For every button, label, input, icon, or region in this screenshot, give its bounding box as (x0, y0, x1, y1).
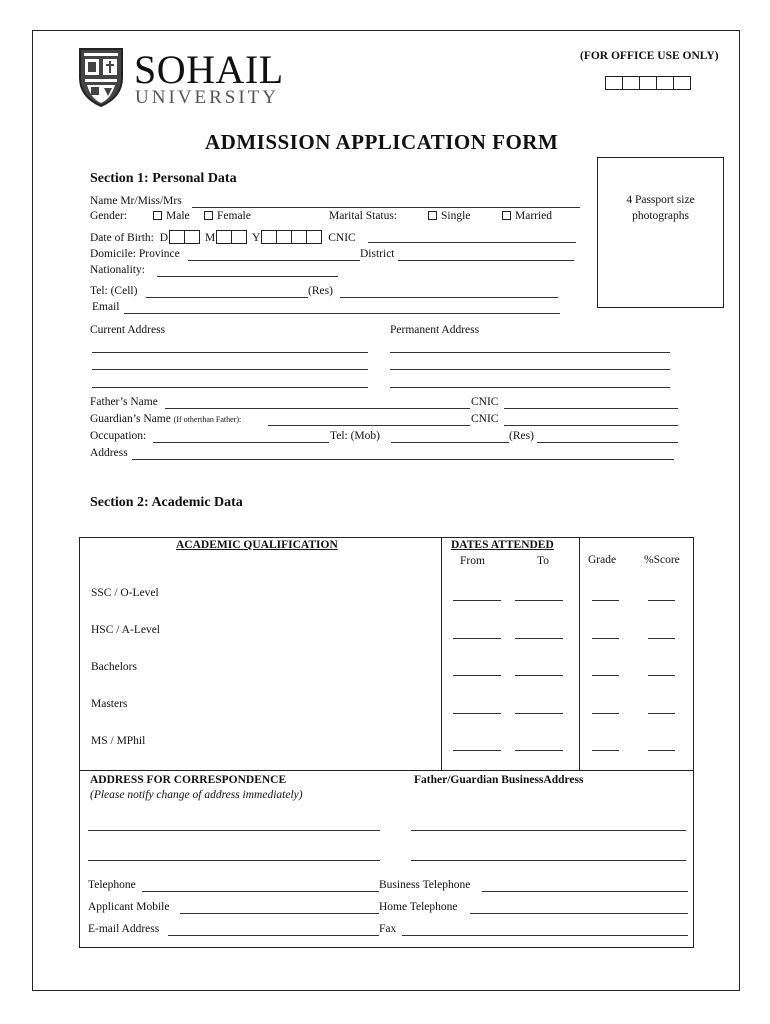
col-from: From (460, 555, 485, 567)
single-checkbox[interactable] (428, 211, 437, 220)
dob-y-box-3[interactable] (291, 230, 307, 244)
msmphil-score-field[interactable] (648, 750, 675, 751)
marital-label: Marital Status: (329, 210, 398, 222)
address-label: Address (90, 447, 128, 459)
father-cnic-field[interactable] (504, 408, 678, 409)
tel-res-field[interactable] (340, 297, 558, 298)
col-to: To (537, 555, 549, 567)
masters-score-field[interactable] (648, 713, 675, 714)
bachelors-grade-field[interactable] (592, 675, 619, 676)
row-label-hsc: HSC / A-Level (91, 624, 160, 636)
telephone-field[interactable] (142, 891, 379, 892)
correspondence-address-line-2[interactable] (88, 860, 380, 861)
business-address-line-1[interactable] (411, 830, 686, 831)
dob-y-box-2[interactable] (276, 230, 292, 244)
row-label-msmphil: MS / MPhil (91, 735, 146, 747)
masters-to-field[interactable] (515, 713, 563, 714)
bachelors-score-field[interactable] (648, 675, 675, 676)
current-address-line-2[interactable] (92, 369, 368, 370)
business-address-line-2[interactable] (411, 860, 686, 861)
photo-label-1: 4 Passport size (626, 194, 695, 206)
female-checkbox[interactable] (204, 211, 213, 220)
tel-cell-field[interactable] (146, 297, 308, 298)
dob-row (90, 230, 356, 244)
telephone-label: Telephone (88, 879, 136, 891)
col-qualification: ACADEMIC QUALIFICATION (176, 539, 338, 551)
district-label: District (360, 248, 395, 260)
email-address-label: E-mail Address (88, 923, 160, 935)
msmphil-to-field[interactable] (515, 750, 563, 751)
female-option[interactable] (204, 210, 251, 222)
ssc-score-field[interactable] (648, 600, 675, 601)
guardian-cnic-field[interactable] (504, 425, 678, 426)
tel-mob-label: Tel: (Mob) (330, 430, 380, 442)
masters-grade-field[interactable] (592, 713, 619, 714)
tel-mob-field[interactable] (391, 442, 509, 443)
gender-label: Gender: (90, 210, 128, 222)
dob-m-box-2[interactable] (231, 230, 247, 244)
male-checkbox[interactable] (153, 211, 162, 220)
office-use-label: (FOR OFFICE USE ONLY) (580, 50, 719, 62)
address-field[interactable] (132, 459, 674, 460)
permanent-address-line-1[interactable] (390, 352, 670, 353)
row-label-bachelors: Bachelors (91, 661, 137, 673)
correspondence-note: (Please notify change of address immediately) (90, 789, 303, 801)
masters-from-field[interactable] (453, 713, 501, 714)
tel-res2-field[interactable] (537, 442, 678, 443)
single-label: Single (441, 210, 471, 222)
msmphil-from-field[interactable] (453, 750, 501, 751)
dob-d-box-1[interactable] (169, 230, 185, 244)
permanent-address-line-3[interactable] (390, 387, 670, 388)
single-option[interactable] (428, 210, 470, 222)
section1-title: Section 1: Personal Data (90, 171, 237, 186)
table-divider-3 (79, 770, 694, 771)
section2-title: Section 2: Academic Data (90, 495, 243, 510)
photo-box[interactable] (597, 157, 724, 308)
table-divider-1 (441, 537, 442, 771)
row-label-masters: Masters (91, 698, 128, 710)
fax-field[interactable] (402, 935, 688, 936)
form-title: ADMISSION APPLICATION FORM (205, 130, 559, 154)
ssc-from-field[interactable] (453, 600, 501, 601)
col-score: %Score (644, 554, 680, 566)
col-grade: Grade (588, 554, 617, 566)
province-field[interactable] (188, 260, 360, 261)
male-label: Male (166, 210, 190, 222)
dob-y-box-1[interactable] (261, 230, 277, 244)
dob-y-label: Y (252, 232, 261, 244)
tel-res2-label: (Res) (509, 430, 534, 442)
bachelors-from-field[interactable] (453, 675, 501, 676)
applicant-mobile-field[interactable] (180, 913, 379, 914)
current-address-label: Current Address (90, 324, 166, 336)
hsc-grade-field[interactable] (592, 638, 619, 639)
permanent-address-line-2[interactable] (390, 369, 670, 370)
occupation-field[interactable] (153, 442, 329, 443)
office-use-boxes[interactable] (606, 74, 691, 92)
hsc-from-field[interactable] (453, 638, 501, 639)
guardian-note: (If otherthan Father): (173, 415, 242, 424)
married-checkbox[interactable] (502, 211, 511, 220)
correspondence-title: ADDRESS FOR CORRESPONDENCE (90, 774, 287, 786)
business-telephone-field[interactable] (482, 891, 688, 892)
father-name-field[interactable] (165, 408, 470, 409)
female-label: Female (217, 210, 251, 222)
nationality-label: Nationality: (90, 264, 145, 276)
ssc-grade-field[interactable] (592, 600, 619, 601)
guardian-name-row (90, 413, 241, 425)
business-telephone-label: Business Telephone (379, 879, 471, 891)
applicant-mobile-label: Applicant Mobile (88, 901, 170, 913)
bachelors-to-field[interactable] (515, 675, 563, 676)
dob-d-label: D (159, 232, 169, 244)
logo-subtitle: UNIVERSITY (135, 87, 279, 108)
correspondence-address-line-1[interactable] (88, 830, 380, 831)
ssc-to-field[interactable] (515, 600, 563, 601)
email-label: Email (92, 301, 120, 313)
guardian-cnic-label: CNIC (471, 413, 499, 425)
father-cnic-label: CNIC (471, 396, 499, 408)
permanent-address-label: Permanent Address (390, 324, 480, 336)
guardian-name-field[interactable] (268, 425, 470, 426)
dob-y-box-4[interactable] (306, 230, 322, 244)
name-label: Name Mr/Miss/Mrs (90, 195, 182, 207)
tel-res-label: (Res) (308, 285, 333, 297)
university-crest-icon (77, 46, 125, 108)
domicile-label: Domicile: Province (90, 248, 180, 260)
logo-name: SOHAIL (134, 47, 284, 92)
occupation-label: Occupation: (90, 430, 147, 442)
hsc-score-field[interactable] (648, 638, 675, 639)
fax-label: Fax (379, 923, 397, 935)
cnic-label: CNIC (328, 232, 356, 244)
dob-m-box-1[interactable] (216, 230, 232, 244)
district-field[interactable] (398, 260, 574, 261)
msmphil-grade-field[interactable] (592, 750, 619, 751)
married-label: Married (515, 210, 553, 222)
email-address-field[interactable] (168, 935, 379, 936)
row-label-ssc: SSC / O-Level (91, 587, 159, 599)
father-business-title: Father/Guardian BusinessAddress (414, 774, 584, 786)
married-option[interactable] (502, 210, 552, 222)
dob-m-label: M (204, 232, 216, 244)
col-dates: DATES ATTENDED (451, 539, 554, 551)
father-name-label: Father’s Name (90, 396, 158, 408)
dob-label: Date of Birth: (90, 232, 154, 244)
tel-cell-label: Tel: (Cell) (90, 285, 138, 297)
nationality-field[interactable] (157, 276, 338, 277)
photo-label-2: photographs (632, 210, 689, 222)
name-field[interactable] (192, 207, 580, 208)
home-telephone-field[interactable] (470, 913, 688, 914)
dob-d-box-2[interactable] (184, 230, 200, 244)
table-divider-2 (579, 537, 580, 771)
current-address-line-1[interactable] (92, 352, 368, 353)
male-option[interactable] (153, 210, 190, 222)
current-address-line-3[interactable] (92, 387, 368, 388)
home-telephone-label: Home Telephone (379, 901, 458, 913)
cnic-field[interactable] (368, 242, 576, 243)
guardian-name-label: Guardian’s Name (90, 413, 171, 425)
email-field[interactable] (124, 313, 560, 314)
hsc-to-field[interactable] (515, 638, 563, 639)
